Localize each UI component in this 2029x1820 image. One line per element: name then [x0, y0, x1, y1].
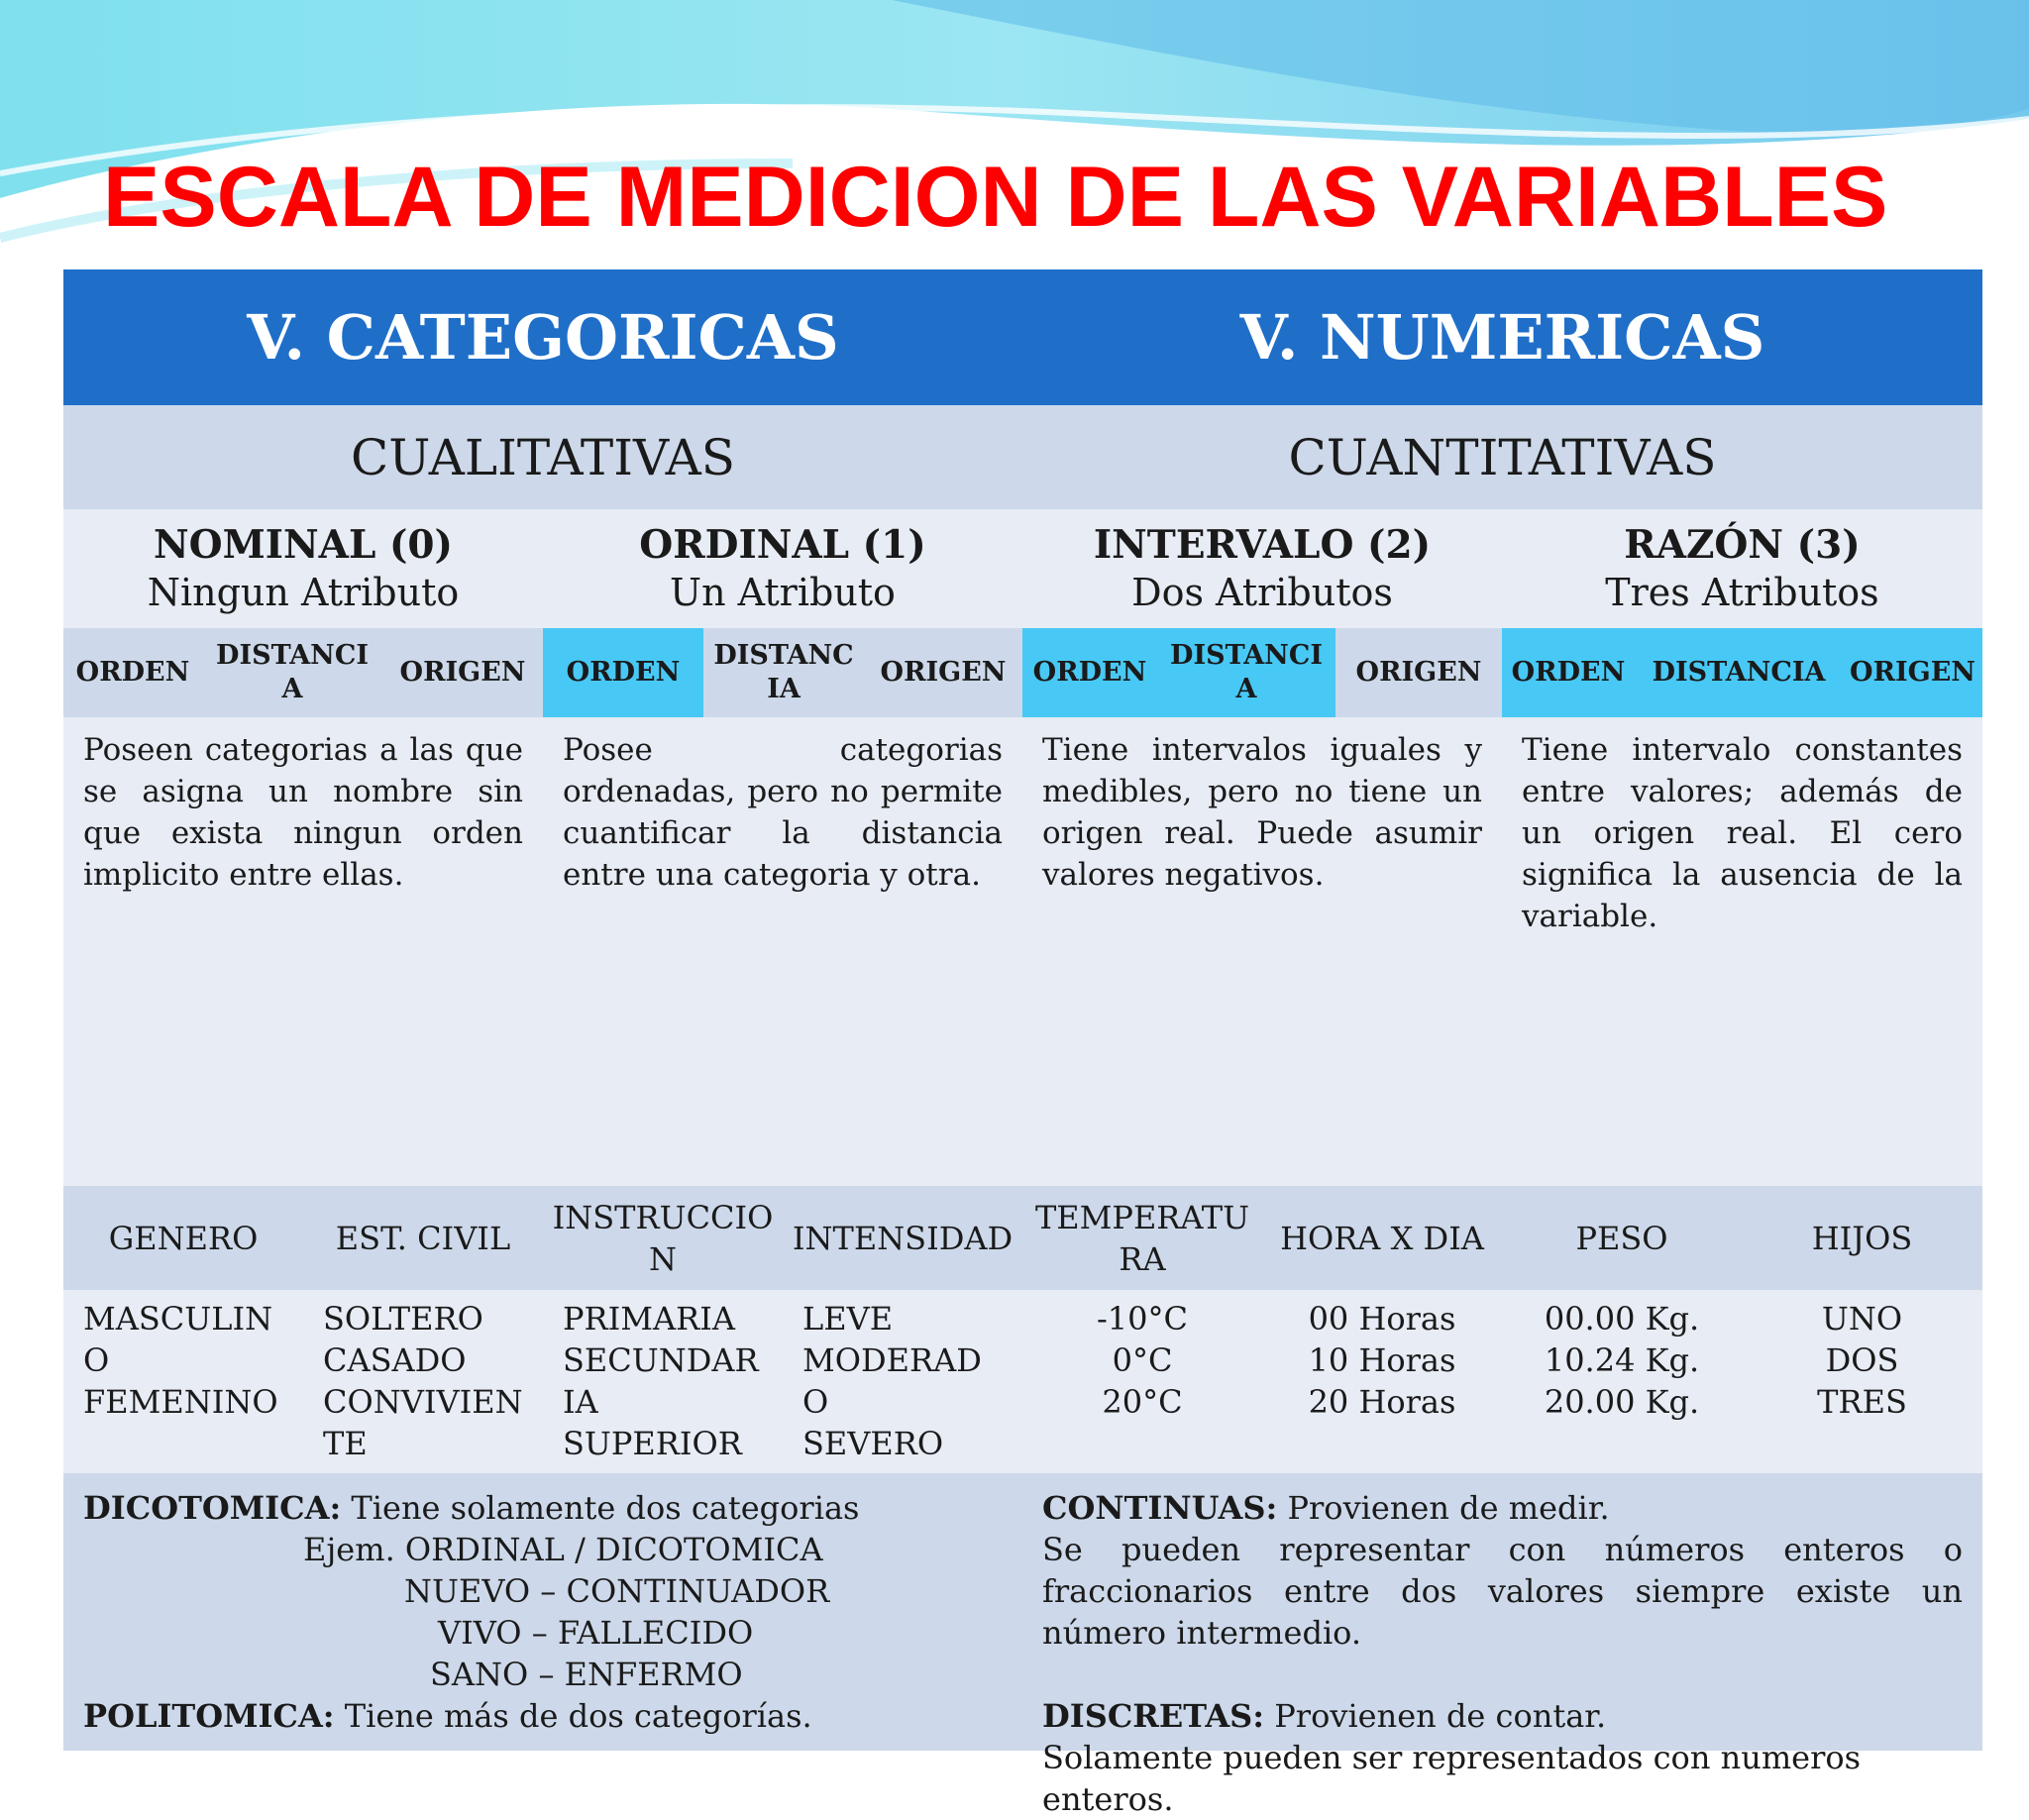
scale-attribute-count: Dos Atributos	[1131, 571, 1393, 614]
example-values: PRIMARIA SECUNDARIA SUPERIOR	[563, 1300, 759, 1462]
scale-razon	[1502, 509, 1982, 628]
example-pair: NUEVO – CONTINUADOR	[404, 1572, 830, 1610]
scale-attribute-count: Un Atributo	[670, 571, 896, 614]
example-values: MASCULINO FEMENINO	[83, 1300, 278, 1421]
example-header: PESO	[1575, 1219, 1668, 1257]
attr-nominal-origen: ORIGEN	[399, 657, 526, 688]
attr-razon-distancia: DISTANCIA	[1635, 628, 1843, 717]
politomica-text: Tiene más de dos categorías.	[334, 1697, 812, 1735]
scale-attribute-count: Ningun Atributo	[147, 571, 460, 614]
scale-nominal	[63, 509, 543, 628]
example-header: INTENSIDAD	[792, 1219, 1014, 1257]
discretas-label: DISCRETAS:	[1042, 1697, 1265, 1735]
page-title: ESCALA DE MEDICION DE LAS VARIABLES	[103, 150, 1888, 245]
ejem-line: Ejem. ORDINAL / DICOTOMICA	[303, 1531, 823, 1568]
example-pair: VIVO – FALLECIDO	[438, 1614, 754, 1652]
measurement-scale-table	[63, 269, 1982, 1818]
scale-name: NOMINAL (0)	[154, 522, 453, 568]
example-header: TEMPERATURA	[1034, 1198, 1250, 1278]
description-ordinal: Posee categorias ordenadas, pero no permite cuantificar la distancia entre una categoria y otra.	[563, 732, 1003, 893]
footer-numericas-notes	[1022, 1473, 1982, 1818]
discretas-line	[1042, 1695, 1963, 1737]
attr-razon-orden: ORDEN	[1502, 628, 1635, 717]
header-categoricas: V. CATEGORICAS	[247, 301, 839, 374]
continuas-detail: Se pueden representar con números enteros o fraccionarios entre dos valores siempre existe un número intermedio.	[1042, 1531, 1963, 1652]
example-pair: SANO – ENFERMO	[430, 1656, 743, 1693]
example-header: INSTRUCCION	[552, 1198, 774, 1278]
discretas-text: Provienen de contar.	[1264, 1697, 1607, 1735]
attr-razon-origen: ORIGEN	[1843, 628, 1982, 717]
attr-intervalo-orden: ORDEN	[1022, 628, 1157, 717]
footer-categoricas-notes	[63, 1473, 1022, 1751]
scale-attribute-count: Tres Atributos	[1605, 571, 1879, 614]
scale-ordinal	[543, 509, 1022, 628]
example-values: UNO DOS TRES	[1817, 1300, 1907, 1421]
example-header: EST. CIVIL	[335, 1219, 511, 1257]
dicotomica-text: Tiene solamente dos categorias	[341, 1489, 860, 1527]
politomica-label: POLITOMICA:	[83, 1697, 335, 1735]
example-header: HIJOS	[1811, 1219, 1913, 1257]
continuas-text: Provienen de medir.	[1277, 1489, 1610, 1527]
attr-ordinal-origen: ORIGEN	[880, 657, 1007, 688]
dicotomica-line	[83, 1487, 1003, 1529]
scale-intervalo	[1022, 509, 1502, 628]
example-values: 00.00 Kg. 10.24 Kg. 20.00 Kg.	[1544, 1300, 1700, 1421]
scale-name: INTERVALO (2)	[1093, 522, 1432, 568]
example-values: SOLTERO CASADO CONVIVIENTE	[323, 1300, 523, 1462]
politomica-line	[83, 1695, 1003, 1737]
discretas-detail: Solamente pueden ser representados con numeros enteros.	[1042, 1739, 1862, 1818]
attr-ordinal-orden: ORDEN	[543, 628, 703, 717]
example-values: LEVE MODERADO SEVERO	[802, 1300, 982, 1462]
attr-nominal-distancia: DISTANCIA	[216, 640, 369, 704]
header-numericas: V. NUMERICAS	[1239, 301, 1765, 374]
description-razon: Tiene intervalo constantes entre valores; además de un origen real. El cero significa la ausencia de la variable.	[1522, 732, 1963, 934]
description-intervalo: Tiene intervalos iguales y medibles, pero no tiene un origen real. Puede asumir valores negativos.	[1042, 732, 1482, 893]
attr-intervalo-origen: ORIGEN	[1355, 657, 1482, 688]
subheader-cuantitativas: CUANTITATIVAS	[1288, 428, 1717, 486]
attr-ordinal-distancia: DISTANCIA	[713, 640, 854, 704]
example-header: GENERO	[108, 1219, 259, 1257]
example-values: -10°C 0°C 20°C	[1096, 1300, 1188, 1421]
example-values: 00 Horas 10 Horas 20 Horas	[1308, 1300, 1456, 1421]
example-header: HORA X DIA	[1280, 1219, 1484, 1257]
attr-intervalo-distancia: DISTANCIA	[1157, 628, 1335, 717]
scale-name: ORDINAL (1)	[639, 522, 926, 568]
attr-nominal-orden: ORDEN	[75, 657, 190, 688]
dicotomica-label: DICOTOMICA:	[83, 1489, 342, 1527]
spacer	[1042, 1654, 1963, 1695]
subheader-cualitativas: CUALITATIVAS	[350, 428, 736, 486]
continuas-label: CONTINUAS:	[1042, 1489, 1278, 1527]
description-nominal: Poseen categorias a las que se asigna un nombre sin que exista ningun orden implicito entre ellas.	[83, 732, 523, 893]
scale-name: RAZÓN (3)	[1624, 522, 1861, 568]
continuas-line	[1042, 1487, 1963, 1529]
